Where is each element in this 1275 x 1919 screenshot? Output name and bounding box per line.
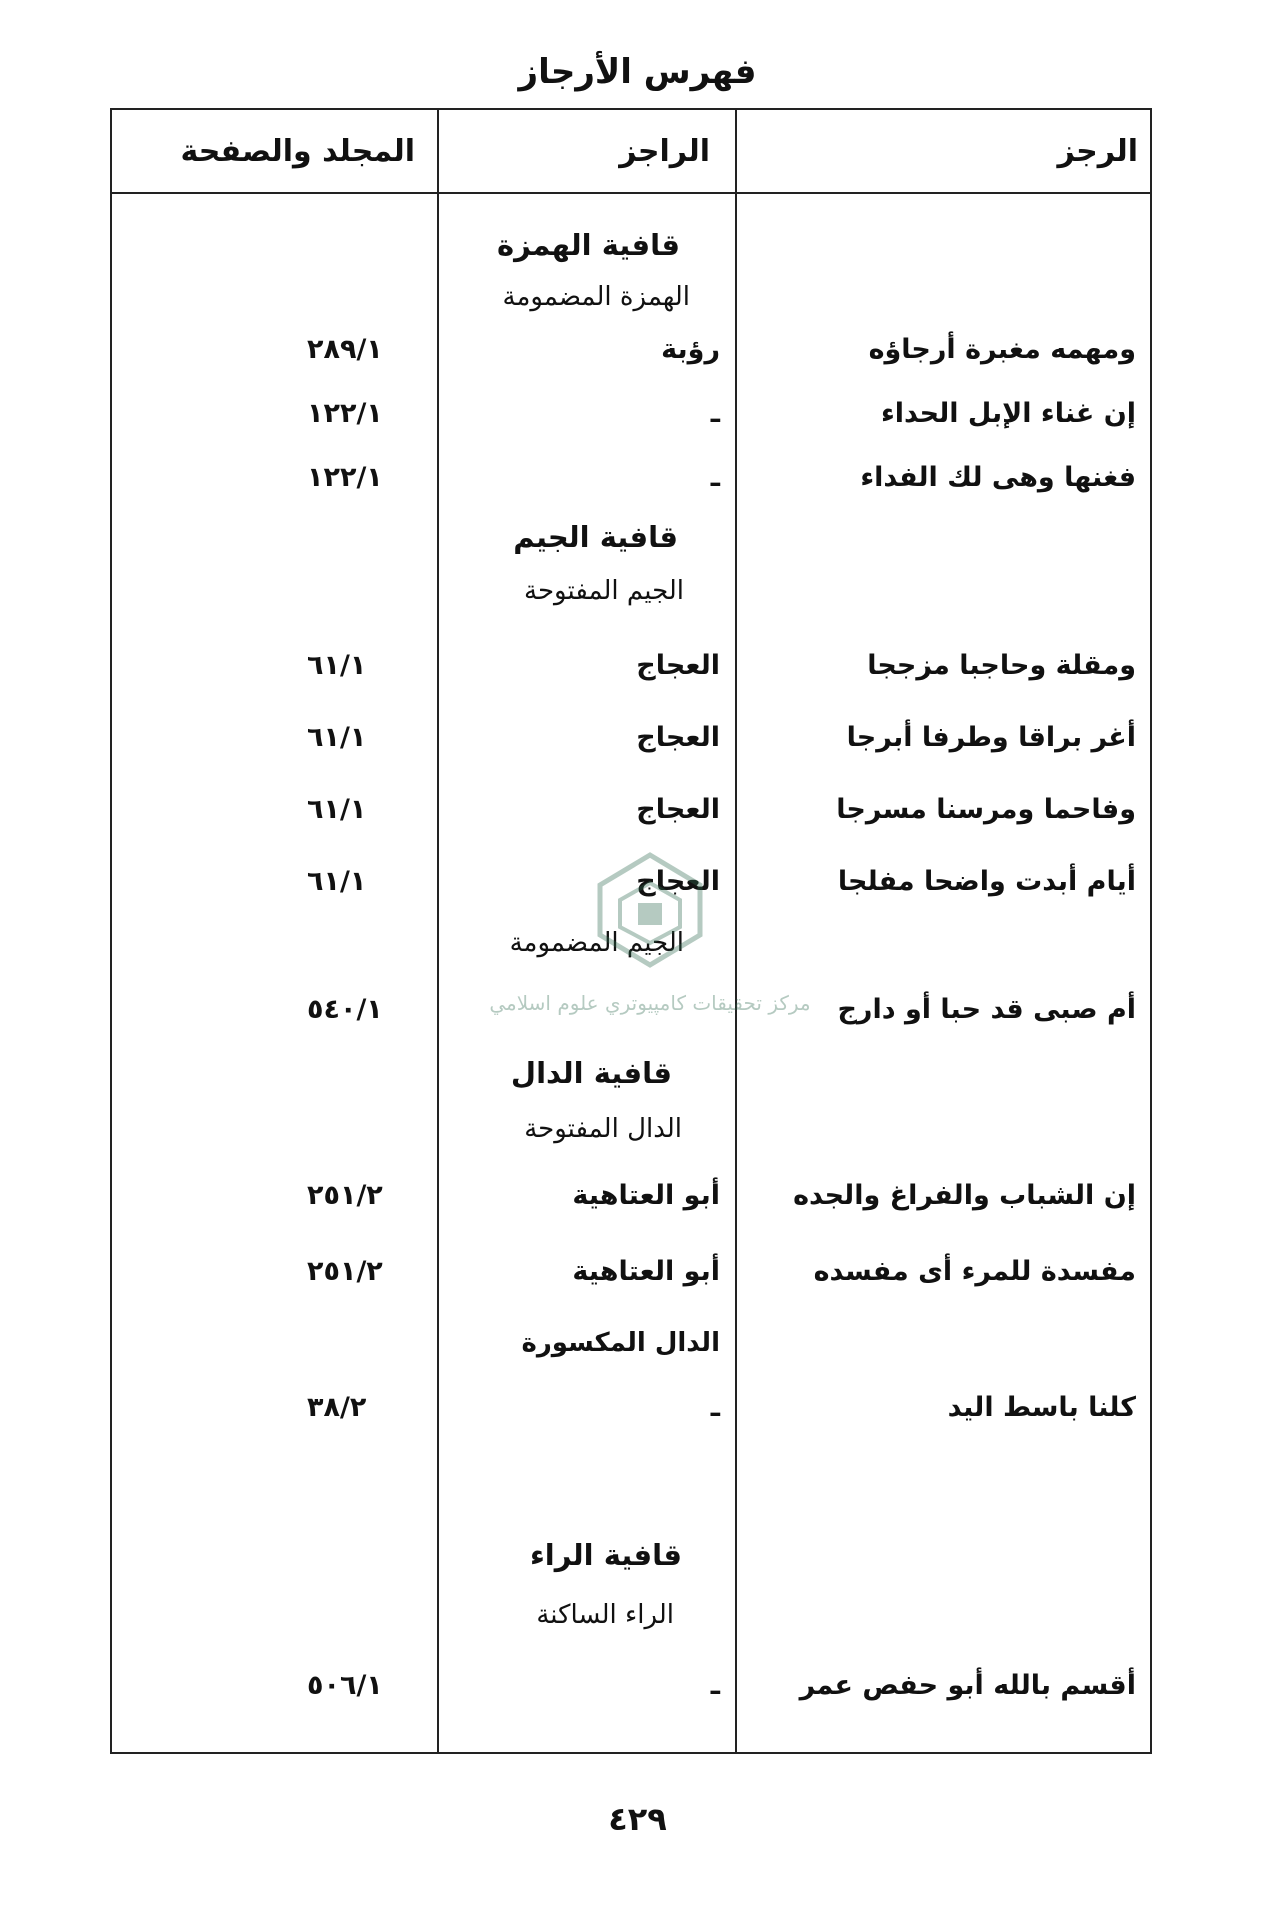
poet-cell: العجاج xyxy=(636,794,720,825)
ref-cell: ٢٥١/٢ xyxy=(307,1180,383,1211)
watermark-text: مركز تحقيقات كامپيوتري علوم اسلامي xyxy=(489,991,811,1015)
ref-cell: ٦١/١ xyxy=(307,650,367,681)
verse-cell: إن الشباب والفراغ والجده xyxy=(793,1180,1136,1211)
verse-cell: فغنها وهى لك الفداء xyxy=(860,462,1136,493)
section-subtitle: الجيم المضمومة xyxy=(509,928,684,958)
header-verse: الرجز xyxy=(1057,134,1138,169)
poet-cell: ـ xyxy=(710,398,720,429)
verse-cell: إن غناء الإبل الحداء xyxy=(880,398,1136,429)
verse-cell: أيام أبدت واضحا مفلجا xyxy=(837,866,1136,897)
verse-cell: أم صبى قد حبا أو دارج xyxy=(837,994,1136,1025)
poet-cell: أبو العتاهية xyxy=(572,1180,720,1211)
section-title: قافية الهمزة xyxy=(497,228,680,262)
ref-cell: ٦١/١ xyxy=(307,794,367,825)
header-volume-page: المجلد والصفحة xyxy=(180,134,415,169)
ref-cell: ٦١/١ xyxy=(307,722,367,753)
ref-cell: ٥٠٦/١ xyxy=(307,1670,383,1701)
poet-cell: العجاج xyxy=(636,650,720,681)
poet-cell: ـ xyxy=(710,1670,720,1701)
ref-cell: ٥٤٠/١ xyxy=(307,994,383,1025)
verse-cell: ومقلة وحاجبا مزججا xyxy=(867,650,1136,681)
ref-cell: ١٢٢/١ xyxy=(307,462,383,493)
verse-cell: أقسم بالله أبو حفص عمر xyxy=(799,1670,1136,1701)
verse-cell: أغر براقا وطرفا أبرجا xyxy=(846,722,1136,753)
ref-cell: ٣٨/٢ xyxy=(307,1392,367,1423)
section-subtitle: الجيم المفتوحة xyxy=(524,576,684,606)
poet-cell: رؤبة xyxy=(661,334,720,365)
ref-cell: ٢٨٩/١ xyxy=(307,334,383,365)
poet-cell: ـ xyxy=(710,462,720,493)
section-subtitle: الهمزة المضمومة xyxy=(502,282,690,312)
section-subtitle: الراء الساكنة xyxy=(536,1600,674,1630)
section-title: قافية الراء xyxy=(529,1538,682,1572)
poet-cell: ـ xyxy=(710,1392,720,1423)
page-title: فهرس الأرجاز xyxy=(518,52,757,92)
verse-cell: مفسدة للمرء أى مفسده xyxy=(813,1256,1136,1287)
poet-cell: العجاج xyxy=(636,866,720,897)
section-subtitle: الدال المفتوحة xyxy=(524,1114,682,1144)
ref-cell: ٦١/١ xyxy=(307,866,367,897)
ref-cell: ٢٥١/٢ xyxy=(307,1256,383,1287)
section-subtitle: الدال المكسورة xyxy=(521,1328,720,1358)
verse-cell: ومهمه مغبرة أرجاؤه xyxy=(868,334,1136,365)
header-poet: الراجز xyxy=(619,134,710,169)
page-number: ٤٢٩ xyxy=(608,1800,667,1838)
ref-cell: ١٢٢/١ xyxy=(307,398,383,429)
section-title: قافية الدال xyxy=(510,1056,672,1090)
header-divider xyxy=(112,192,1150,194)
verse-cell: كلنا باسط اليد xyxy=(947,1392,1136,1423)
poet-cell: العجاج xyxy=(636,722,720,753)
column-divider-ref xyxy=(437,110,439,1752)
watermark-logo xyxy=(489,845,811,1035)
poet-cell: أبو العتاهية xyxy=(572,1256,720,1287)
section-title: قافية الجيم xyxy=(513,520,678,554)
verse-cell: وفاحما ومرسنا مسرجا xyxy=(836,794,1136,825)
